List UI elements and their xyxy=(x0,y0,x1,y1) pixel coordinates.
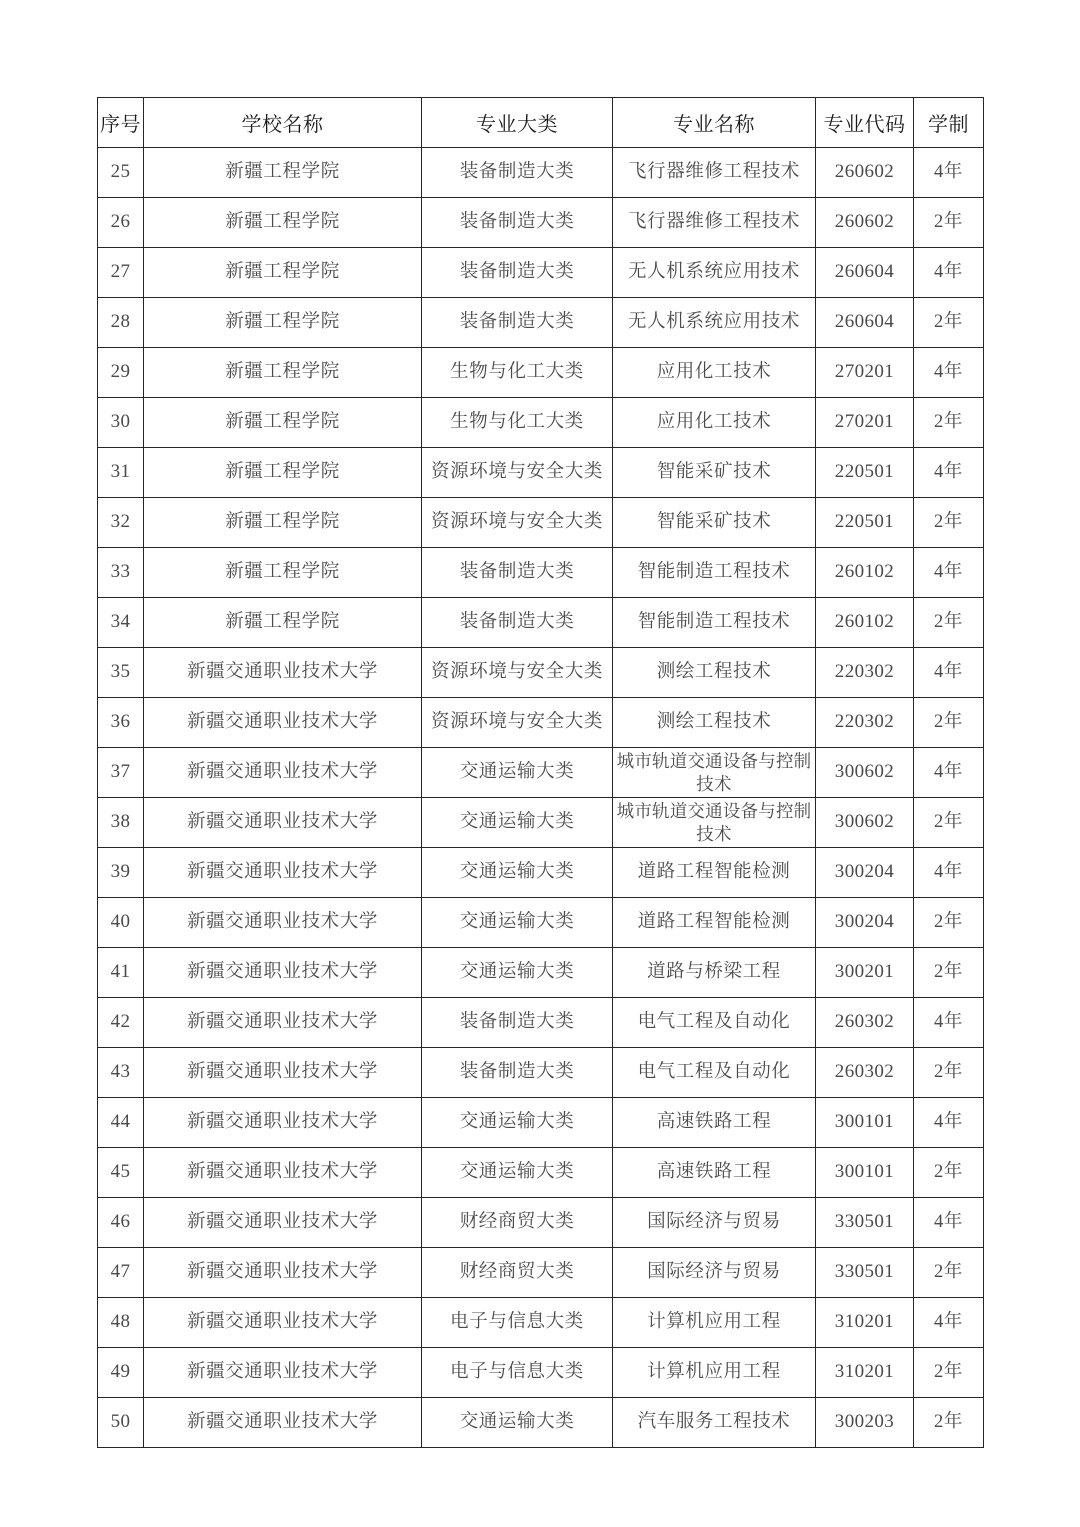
cell-major: 财经商贸大类 xyxy=(422,1248,613,1298)
cell-length: 2年 xyxy=(914,1348,984,1398)
cell-school: 新疆交通职业技术大学 xyxy=(144,648,422,698)
cell-idx: 46 xyxy=(98,1198,144,1248)
cell-school: 新疆交通职业技术大学 xyxy=(144,1098,422,1148)
cell-major: 装备制造大类 xyxy=(422,198,613,248)
cell-idx: 48 xyxy=(98,1298,144,1348)
cell-idx: 43 xyxy=(98,1048,144,1098)
cell-name: 飞行器维修工程技术 xyxy=(613,198,816,248)
cell-idx: 32 xyxy=(98,498,144,548)
table-row xyxy=(98,648,984,698)
column-header-program-length: 学制 xyxy=(914,98,984,148)
cell-name: 智能制造工程技术 xyxy=(613,548,816,598)
cell-major: 交通运输大类 xyxy=(422,898,613,948)
cell-major: 装备制造大类 xyxy=(422,598,613,648)
cell-major: 装备制造大类 xyxy=(422,548,613,598)
cell-code: 300203 xyxy=(816,1398,914,1448)
table-header xyxy=(98,98,984,148)
cell-code: 220302 xyxy=(816,698,914,748)
table-row xyxy=(98,248,984,298)
cell-name: 测绘工程技术 xyxy=(613,648,816,698)
cell-code: 300101 xyxy=(816,1098,914,1148)
cell-length: 4年 xyxy=(914,448,984,498)
table-row xyxy=(98,298,984,348)
cell-school: 新疆工程学院 xyxy=(144,448,422,498)
cell-major: 装备制造大类 xyxy=(422,1048,613,1098)
cell-school: 新疆工程学院 xyxy=(144,298,422,348)
cell-school: 新疆交通职业技术大学 xyxy=(144,748,422,798)
cell-code: 270201 xyxy=(816,348,914,398)
cell-name: 应用化工技术 xyxy=(613,398,816,448)
cell-code: 300602 xyxy=(816,798,914,848)
cell-name: 国际经济与贸易 xyxy=(613,1248,816,1298)
cell-name: 道路与桥梁工程 xyxy=(613,948,816,998)
cell-major: 资源环境与安全大类 xyxy=(422,498,613,548)
cell-code: 260604 xyxy=(816,248,914,298)
table-row xyxy=(98,848,984,898)
cell-name: 智能采矿技术 xyxy=(613,498,816,548)
cell-idx: 47 xyxy=(98,1248,144,1298)
column-header-index: 序号 xyxy=(98,98,144,148)
cell-code: 300204 xyxy=(816,848,914,898)
cell-major: 财经商贸大类 xyxy=(422,1198,613,1248)
cell-school: 新疆工程学院 xyxy=(144,148,422,198)
cell-major: 交通运输大类 xyxy=(422,1398,613,1448)
cell-school: 新疆工程学院 xyxy=(144,248,422,298)
cell-code: 310201 xyxy=(816,1298,914,1348)
cell-school: 新疆交通职业技术大学 xyxy=(144,1248,422,1298)
cell-name: 城市轨道交通设备与控制技术 xyxy=(613,798,816,848)
table-row xyxy=(98,898,984,948)
table-row xyxy=(98,198,984,248)
cell-code: 260602 xyxy=(816,198,914,248)
cell-name: 高速铁路工程 xyxy=(613,1148,816,1198)
table-row xyxy=(98,1098,984,1148)
cell-idx: 45 xyxy=(98,1148,144,1198)
cell-name: 应用化工技术 xyxy=(613,348,816,398)
cell-length: 4年 xyxy=(914,1198,984,1248)
table-row xyxy=(98,1298,984,1348)
cell-major: 交通运输大类 xyxy=(422,1148,613,1198)
cell-code: 330501 xyxy=(816,1248,914,1298)
cell-major: 交通运输大类 xyxy=(422,748,613,798)
cell-length: 2年 xyxy=(914,898,984,948)
cell-name: 高速铁路工程 xyxy=(613,1098,816,1148)
cell-major: 资源环境与安全大类 xyxy=(422,448,613,498)
cell-name: 电气工程及自动化 xyxy=(613,1048,816,1098)
cell-school: 新疆交通职业技术大学 xyxy=(144,998,422,1048)
cell-major: 生物与化工大类 xyxy=(422,398,613,448)
cell-major: 交通运输大类 xyxy=(422,1098,613,1148)
cell-idx: 39 xyxy=(98,848,144,898)
cell-length: 2年 xyxy=(914,1398,984,1448)
cell-name: 智能采矿技术 xyxy=(613,448,816,498)
cell-major: 资源环境与安全大类 xyxy=(422,648,613,698)
cell-length: 2年 xyxy=(914,1248,984,1298)
cell-name: 计算机应用工程 xyxy=(613,1348,816,1398)
table-header-row xyxy=(98,98,984,148)
cell-code: 220501 xyxy=(816,498,914,548)
cell-idx: 26 xyxy=(98,198,144,248)
table-row xyxy=(98,1148,984,1198)
cell-length: 2年 xyxy=(914,398,984,448)
cell-length: 2年 xyxy=(914,298,984,348)
cell-code: 220501 xyxy=(816,448,914,498)
column-header-major-category: 专业大类 xyxy=(422,98,613,148)
majors-table-container xyxy=(97,97,983,1448)
column-header-major-code: 专业代码 xyxy=(816,98,914,148)
cell-idx: 35 xyxy=(98,648,144,698)
cell-length: 4年 xyxy=(914,148,984,198)
cell-code: 300602 xyxy=(816,748,914,798)
table-row xyxy=(98,598,984,648)
cell-length: 4年 xyxy=(914,748,984,798)
cell-code: 300101 xyxy=(816,1148,914,1198)
table-row xyxy=(98,948,984,998)
table-row xyxy=(98,348,984,398)
cell-name: 飞行器维修工程技术 xyxy=(613,148,816,198)
cell-idx: 44 xyxy=(98,1098,144,1148)
cell-code: 260102 xyxy=(816,598,914,648)
cell-idx: 29 xyxy=(98,348,144,398)
table-row xyxy=(98,998,984,1048)
cell-major: 资源环境与安全大类 xyxy=(422,698,613,748)
cell-major: 交通运输大类 xyxy=(422,848,613,898)
cell-code: 260302 xyxy=(816,998,914,1048)
cell-name: 无人机系统应用技术 xyxy=(613,248,816,298)
cell-major: 电子与信息大类 xyxy=(422,1348,613,1398)
cell-name: 道路工程智能检测 xyxy=(613,898,816,948)
cell-school: 新疆工程学院 xyxy=(144,348,422,398)
cell-school: 新疆交通职业技术大学 xyxy=(144,1348,422,1398)
cell-major: 装备制造大类 xyxy=(422,148,613,198)
cell-major: 装备制造大类 xyxy=(422,298,613,348)
cell-major: 交通运输大类 xyxy=(422,948,613,998)
cell-school: 新疆交通职业技术大学 xyxy=(144,1298,422,1348)
cell-school: 新疆交通职业技术大学 xyxy=(144,848,422,898)
cell-length: 4年 xyxy=(914,648,984,698)
cell-school: 新疆工程学院 xyxy=(144,498,422,548)
cell-school: 新疆交通职业技术大学 xyxy=(144,948,422,998)
cell-school: 新疆工程学院 xyxy=(144,398,422,448)
cell-code: 260604 xyxy=(816,298,914,348)
cell-name: 无人机系统应用技术 xyxy=(613,298,816,348)
cell-idx: 42 xyxy=(98,998,144,1048)
cell-length: 2年 xyxy=(914,198,984,248)
cell-major: 电子与信息大类 xyxy=(422,1298,613,1348)
cell-name: 国际经济与贸易 xyxy=(613,1198,816,1248)
cell-idx: 40 xyxy=(98,898,144,948)
table-row xyxy=(98,1248,984,1298)
cell-code: 300201 xyxy=(816,948,914,998)
cell-idx: 50 xyxy=(98,1398,144,1448)
cell-school: 新疆交通职业技术大学 xyxy=(144,898,422,948)
cell-code: 300204 xyxy=(816,898,914,948)
cell-school: 新疆交通职业技术大学 xyxy=(144,1048,422,1098)
cell-code: 270201 xyxy=(816,398,914,448)
cell-length: 2年 xyxy=(914,798,984,848)
cell-length: 4年 xyxy=(914,548,984,598)
cell-major: 生物与化工大类 xyxy=(422,348,613,398)
cell-school: 新疆交通职业技术大学 xyxy=(144,1198,422,1248)
cell-code: 260102 xyxy=(816,548,914,598)
table-row xyxy=(98,1398,984,1448)
cell-length: 2年 xyxy=(914,498,984,548)
cell-length: 2年 xyxy=(914,598,984,648)
table-row xyxy=(98,1048,984,1098)
cell-length: 4年 xyxy=(914,848,984,898)
cell-length: 4年 xyxy=(914,348,984,398)
cell-idx: 37 xyxy=(98,748,144,798)
cell-length: 4年 xyxy=(914,1298,984,1348)
cell-idx: 33 xyxy=(98,548,144,598)
table-row xyxy=(98,698,984,748)
table-row xyxy=(98,548,984,598)
column-header-school: 学校名称 xyxy=(144,98,422,148)
cell-idx: 28 xyxy=(98,298,144,348)
cell-idx: 34 xyxy=(98,598,144,648)
table-row xyxy=(98,448,984,498)
cell-name: 计算机应用工程 xyxy=(613,1298,816,1348)
table-row xyxy=(98,398,984,448)
table-row xyxy=(98,1198,984,1248)
cell-idx: 27 xyxy=(98,248,144,298)
cell-length: 2年 xyxy=(914,1148,984,1198)
cell-idx: 30 xyxy=(98,398,144,448)
cell-idx: 31 xyxy=(98,448,144,498)
cell-length: 4年 xyxy=(914,1098,984,1148)
column-header-major-name: 专业名称 xyxy=(613,98,816,148)
majors-table xyxy=(97,97,984,1448)
cell-code: 310201 xyxy=(816,1348,914,1398)
table-row xyxy=(98,498,984,548)
cell-major: 装备制造大类 xyxy=(422,248,613,298)
table-row xyxy=(98,148,984,198)
cell-school: 新疆交通职业技术大学 xyxy=(144,1398,422,1448)
cell-name: 智能制造工程技术 xyxy=(613,598,816,648)
cell-name: 汽车服务工程技术 xyxy=(613,1398,816,1448)
cell-length: 2年 xyxy=(914,698,984,748)
cell-code: 220302 xyxy=(816,648,914,698)
cell-length: 2年 xyxy=(914,948,984,998)
cell-school: 新疆交通职业技术大学 xyxy=(144,1148,422,1198)
cell-school: 新疆交通职业技术大学 xyxy=(144,798,422,848)
table-row xyxy=(98,798,984,848)
cell-school: 新疆工程学院 xyxy=(144,598,422,648)
cell-length: 4年 xyxy=(914,248,984,298)
cell-code: 260602 xyxy=(816,148,914,198)
cell-length: 4年 xyxy=(914,998,984,1048)
cell-school: 新疆交通职业技术大学 xyxy=(144,698,422,748)
cell-idx: 38 xyxy=(98,798,144,848)
cell-major: 交通运输大类 xyxy=(422,798,613,848)
cell-major: 装备制造大类 xyxy=(422,998,613,1048)
cell-idx: 36 xyxy=(98,698,144,748)
cell-name: 测绘工程技术 xyxy=(613,698,816,748)
cell-name: 城市轨道交通设备与控制技术 xyxy=(613,748,816,798)
cell-code: 330501 xyxy=(816,1198,914,1248)
cell-code: 260302 xyxy=(816,1048,914,1098)
table-body xyxy=(98,148,984,1448)
cell-name: 道路工程智能检测 xyxy=(613,848,816,898)
cell-idx: 25 xyxy=(98,148,144,198)
cell-idx: 49 xyxy=(98,1348,144,1398)
table-row xyxy=(98,748,984,798)
cell-name: 电气工程及自动化 xyxy=(613,998,816,1048)
cell-school: 新疆工程学院 xyxy=(144,548,422,598)
cell-length: 2年 xyxy=(914,1048,984,1098)
cell-idx: 41 xyxy=(98,948,144,998)
cell-school: 新疆工程学院 xyxy=(144,198,422,248)
table-row xyxy=(98,1348,984,1398)
